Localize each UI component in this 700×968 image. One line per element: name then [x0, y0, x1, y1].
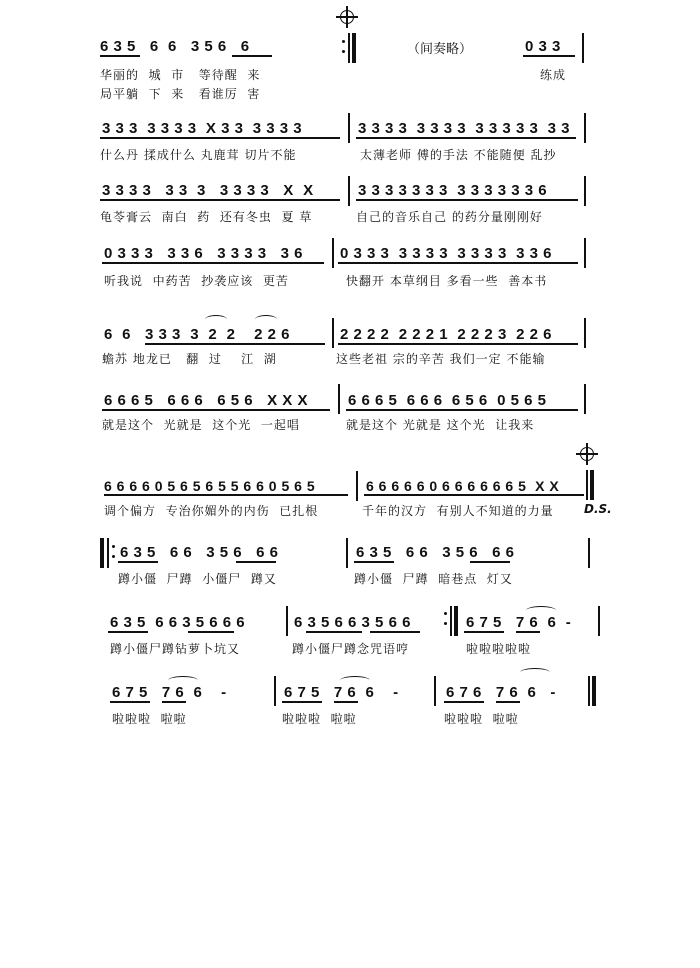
notation-row2-b: 3 3 3 3 3 3 3 3 3 3 3 3 3 3 3 — [358, 120, 570, 137]
lyrics-row10-a: 啦啦啦 啦啦 — [112, 712, 187, 726]
underline — [100, 137, 340, 139]
barline — [586, 470, 588, 500]
lyrics-row4-b: 快翻开 本草纲目 多看一些 善本书 — [346, 274, 548, 288]
lyrics-row8-b: 蹲小僵 尸蹲 暗巷点 灯又 — [354, 572, 513, 586]
underline — [444, 701, 484, 703]
underline — [118, 561, 158, 563]
lyrics-row9-c: 啦啦啦啦啦 — [466, 642, 532, 656]
lyrics-row2-b: 太薄老师 傅的手法 不能随便 乱抄 — [360, 148, 557, 162]
barline — [584, 238, 586, 268]
notation-row5-b: 2 2 2 2 2 2 2 1 2 2 2 3 2 2 6 — [340, 326, 552, 343]
barline — [356, 471, 358, 501]
barline — [346, 538, 348, 568]
notation-row9-a: 6 3 5 6 6 3 5 6 6 6 — [110, 614, 246, 631]
underline — [356, 137, 576, 139]
thick-barline — [590, 470, 594, 500]
barline — [286, 606, 288, 636]
lyrics-row1-b: 练成 — [540, 68, 567, 82]
lyrics-row10-c: 啦啦啦 啦啦 — [444, 712, 519, 726]
notation-row1-a: 6 3 5 6 6 3 5 6 6 — [100, 38, 250, 55]
notation-row8-b: 6 3 5 6 6 3 5 6 6 6 — [356, 544, 515, 561]
repeat-dot — [112, 545, 115, 548]
lyrics-row4-a: 听我说 中药苦 抄袭应该 更苦 — [104, 274, 289, 288]
repeat-dot — [112, 555, 115, 558]
underline — [236, 561, 276, 563]
lyrics-row7-a: 调个偏方 专治你媚外的内伤 已扎根 — [104, 504, 319, 518]
barline — [584, 176, 586, 206]
underline — [470, 561, 510, 563]
lyrics-row2-a: 什么丹 揉成什么 丸鹿茸 切片不能 — [100, 148, 297, 162]
interlude-text: （间奏略） — [407, 42, 473, 57]
underline — [364, 494, 584, 496]
slur — [520, 668, 550, 677]
slur — [205, 315, 227, 324]
barline — [332, 318, 334, 348]
barline — [584, 318, 586, 348]
thick-barline — [454, 606, 458, 636]
coda-sign-mid — [580, 447, 594, 461]
underline — [496, 701, 520, 703]
underline — [162, 701, 186, 703]
underline — [306, 631, 362, 633]
underline — [100, 55, 140, 57]
notation-row6-a: 6 6 6 5 6 6 6 6 5 6 X X X — [104, 392, 308, 409]
coda-sign-top — [340, 10, 354, 24]
thick-barline — [100, 538, 104, 568]
lyrics-row10-b: 啦啦啦 啦啦 — [282, 712, 357, 726]
barline — [107, 538, 109, 568]
slur — [255, 315, 277, 324]
lyrics-row9-b: 蹲小僵尸蹲念咒语哼 — [292, 642, 410, 656]
lyrics-row3-b: 自己的音乐自己 的药分量刚刚好 — [356, 210, 543, 224]
barline — [588, 676, 590, 706]
barline — [584, 384, 586, 414]
repeat-dot — [444, 612, 447, 615]
lyrics-row9-a: 蹲小僵尸蹲钻萝卜坑又 — [110, 642, 241, 656]
notation-row9-b: 6 3 5 6 6 3 5 6 6 — [294, 614, 411, 631]
notation-row9-c: 6 7 5 7 6 6 - — [466, 614, 572, 631]
underline — [188, 631, 234, 633]
barline — [598, 606, 600, 636]
thick-barline — [592, 676, 596, 706]
underline — [523, 55, 575, 57]
underline — [516, 631, 540, 633]
underline — [338, 343, 578, 345]
notation-row7-a: 6 6 6 6 0 5 6 5 6 5 5 6 6 0 5 6 5 — [104, 478, 316, 494]
notation-row10-c: 6 7 6 7 6 6 - — [446, 684, 556, 701]
notation-row6-b: 6 6 6 5 6 6 6 6 5 6 0 5 6 5 — [348, 392, 547, 409]
barline — [332, 238, 334, 268]
thick-barline — [352, 33, 356, 63]
underline — [102, 409, 330, 411]
barline — [582, 33, 584, 63]
underline — [232, 55, 272, 57]
underline — [370, 631, 420, 633]
underline — [110, 701, 150, 703]
lyrics-row5-a: 蟾苏 地龙已 翻 过 江 湖 — [102, 352, 277, 366]
lyrics-row8-a: 蹲小僵 尸蹲 小僵尸 蹲又 — [118, 572, 277, 586]
lyrics-row1-a2: 局平躺 下 来 看谁厉 害 — [100, 87, 261, 101]
notation-row3-b: 3 3 3 3 3 3 3 3 3 3 3 3 3 6 — [358, 182, 548, 199]
notation-row10-b: 6 7 5 7 6 6 - — [284, 684, 399, 701]
barline — [450, 606, 452, 636]
notation-row1-b: 0 3 3 — [525, 38, 561, 55]
lyrics-row1-a: 华丽的 城 市 等待醒 来 — [100, 68, 261, 82]
barline — [338, 384, 340, 414]
barline — [588, 538, 590, 568]
lyrics-row7-b: 千年的汉方 有别人不知道的力量 — [362, 504, 554, 518]
underline — [338, 262, 578, 264]
notation-row10-a: 6 7 5 7 6 6 - — [112, 684, 227, 701]
underline — [354, 561, 394, 563]
lyrics-row3-a: 龟苓膏云 南白 药 还有冬虫 夏 草 — [100, 210, 313, 224]
repeat-dot — [342, 40, 345, 43]
underline — [145, 343, 325, 345]
barline — [434, 676, 436, 706]
notation-row8-a: 6 3 5 6 6 3 5 6 6 6 — [120, 544, 279, 561]
barline — [348, 176, 350, 206]
lyrics-row5-b: 这些老祖 宗的辛苦 我们一定 不能输 — [336, 352, 546, 366]
underline — [102, 262, 324, 264]
underline — [104, 494, 348, 496]
underline — [108, 631, 148, 633]
underline — [356, 199, 578, 201]
notation-row4-b: 0 3 3 3 3 3 3 3 3 3 3 3 3 3 6 — [340, 245, 552, 262]
barline — [584, 113, 586, 143]
barline — [348, 33, 350, 63]
notation-row3-a: 3 3 3 3 3 3 3 3 3 3 3 X X — [102, 182, 314, 199]
underline — [464, 631, 504, 633]
ds-mark: D.S. — [584, 502, 612, 516]
underline — [282, 701, 322, 703]
lyrics-row6-b: 就是这个 光就是 这个光 让我来 — [346, 418, 535, 432]
barline — [274, 676, 276, 706]
repeat-dot — [342, 50, 345, 53]
notation-row5-a: 6 6 3 3 3 3 2 2 2 2 6 — [104, 326, 290, 343]
notation-row4-a: 0 3 3 3 3 3 6 3 3 3 3 3 6 — [104, 245, 303, 262]
underline — [346, 409, 578, 411]
underline — [100, 199, 340, 201]
lyrics-row6-a: 就是这个 光就是 这个光 一起唱 — [102, 418, 300, 432]
notation-row7-b: 6 6 6 6 6 0 6 6 6 6 6 6 5 X X — [366, 478, 560, 494]
repeat-dot — [444, 622, 447, 625]
notation-row2-a: 3 3 3 3 3 3 3 X 3 3 3 3 3 3 — [102, 120, 303, 137]
underline — [334, 701, 358, 703]
barline — [348, 113, 350, 143]
